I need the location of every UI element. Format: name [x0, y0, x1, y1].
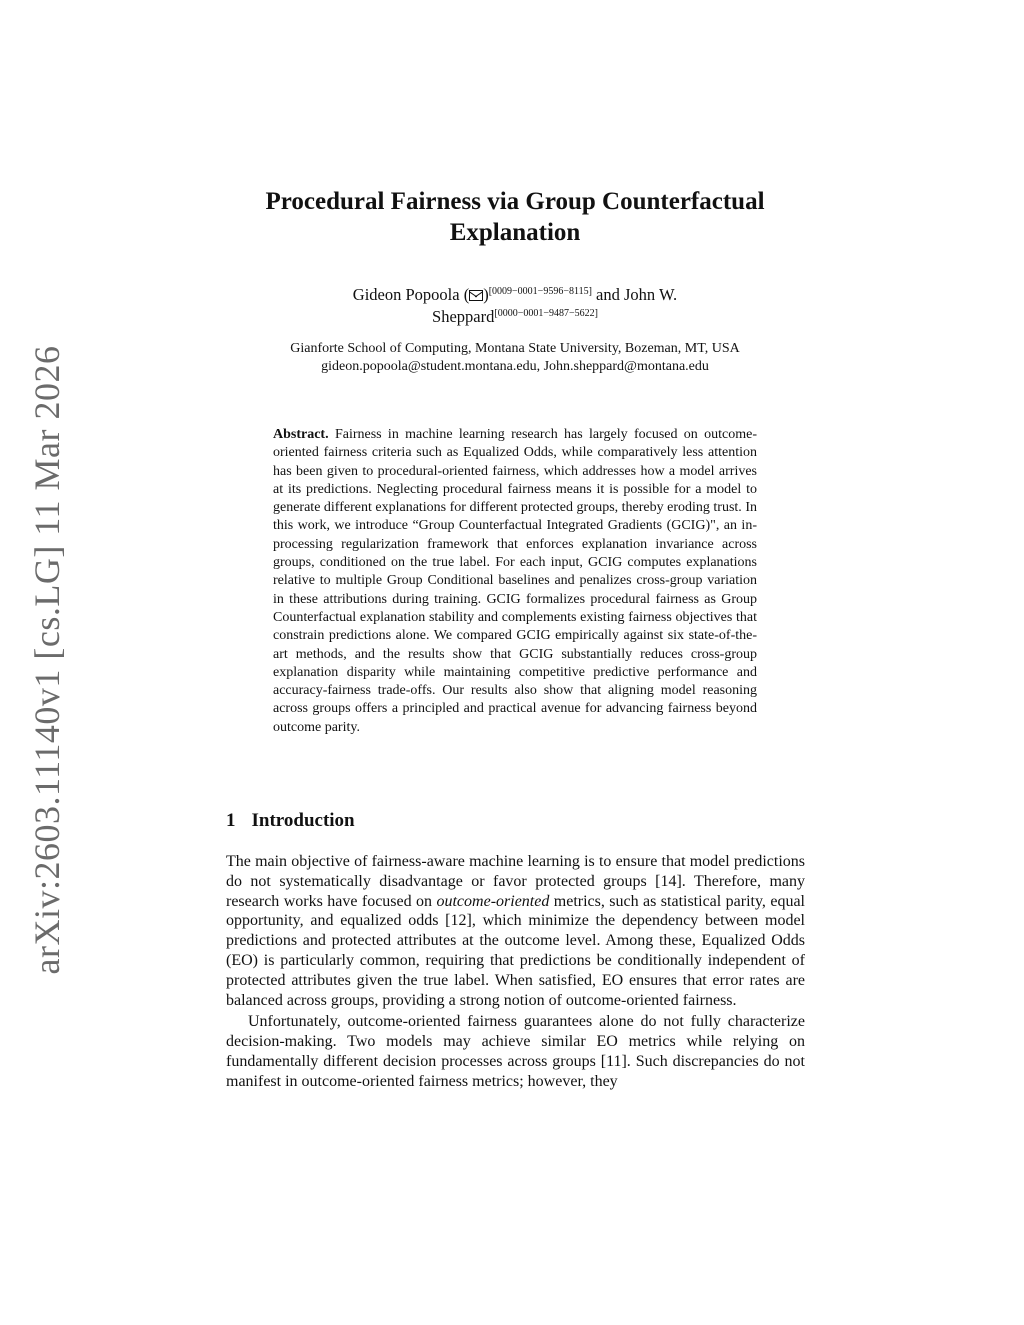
affiliation-emails: gideon.popoola@student.montana.edu, John.sheppard@montana.edu	[321, 359, 709, 374]
section-title: Introduction	[251, 810, 355, 831]
affiliation-institution: Gianforte School of Computing, Montana State University, Bozeman, MT, USA	[290, 341, 740, 356]
arxiv-identifier-text: arXiv:2603.11140v1 [cs.LG] 11 Mar 2026	[27, 345, 67, 975]
envelope-icon	[469, 290, 483, 301]
paragraph	[226, 852, 805, 1010]
abstract-text: Fairness in machine learning research has largely focused on outcome-oriented fairness criteria such as Equalized Odds, while comparatively less attention has been given to procedural-oriented fairness, which addresses how a model arrives at its predictions. Neglecting procedural fairness means it is possible for a model to generate different explanations for different protected groups, thereby eroding trust. In this work, we introduce “Group Counterfactual Integrated Gradients (GCIG)", an in-processing regularization framework that enforces explanation invariance across groups, conditioned on the true label. For each input, GCIG computes explanations relative to multiple Group Conditional baselines and penalizes cross-group variation in these attributions during training. GCIG formalizes procedural fairness as Group Counterfactual explanation stability and complements existing fairness objectives that constrain predictions alone. We compared GCIG empirically against six state-of-the-art methods, and the results show that GCIG substantially reduces cross-group explanation disparity while maintaining competitive predictive performance and accuracy-fairness trade-offs. Our results also show that aligning model reasoning across groups offers a principled and practical avenue for advancing fairness beyond outcome parity.	[273, 427, 758, 735]
author-connector: and John W. Sheppard	[432, 285, 678, 326]
paragraph1-part2: metrics, such as statistical parity, equal opportunity, and equalized odds [12], which minimize the dependency between model predictions and protected attributes at the outcome level. Among these, Equalized Odds (EO) is particularly common, requiring that predictions be conditionally independent of protected attributes given the true label. When satisfied, EO ensures that error rates are balanced across groups, providing a strong notion of outcome-oriented fairness.	[226, 892, 806, 1009]
author1-paren-close: )	[483, 285, 489, 304]
introduction-body	[226, 852, 805, 1092]
paragraph1-part1: The main objective of fairness-aware machine learning is to ensure that model predictions do not systematically disadvantage or favor protected groups [14]. Therefore, many research works have focused on	[226, 853, 805, 910]
section-heading-introduction	[226, 810, 355, 832]
paper-title: Procedural Fairness via Group Counterfactual Explanation	[265, 188, 765, 246]
author1-name: Gideon Popoola (	[352, 285, 470, 304]
affiliation-block	[230, 340, 800, 376]
abstract-label: Abstract.	[273, 427, 329, 442]
author-block	[290, 282, 740, 326]
paragraph1-emphasis: outcome-oriented	[436, 892, 550, 910]
paragraph: Unfortunately, outcome-oriented fairness guarantees alone do not fully characterize decision-making. Two models may achieve similar EO metrics while relying on fundamentally different decision processes across groups [11]. Such discrepancies do not manifest in outcome-oriented fairness metrics; however, they	[226, 1013, 805, 1090]
abstract	[273, 426, 757, 737]
author1-orcid: [0009−0001−9596−8115]	[488, 286, 592, 297]
section-number: 1	[226, 810, 236, 831]
author2-orcid: [0000−0001−9487−5622]	[494, 308, 598, 319]
